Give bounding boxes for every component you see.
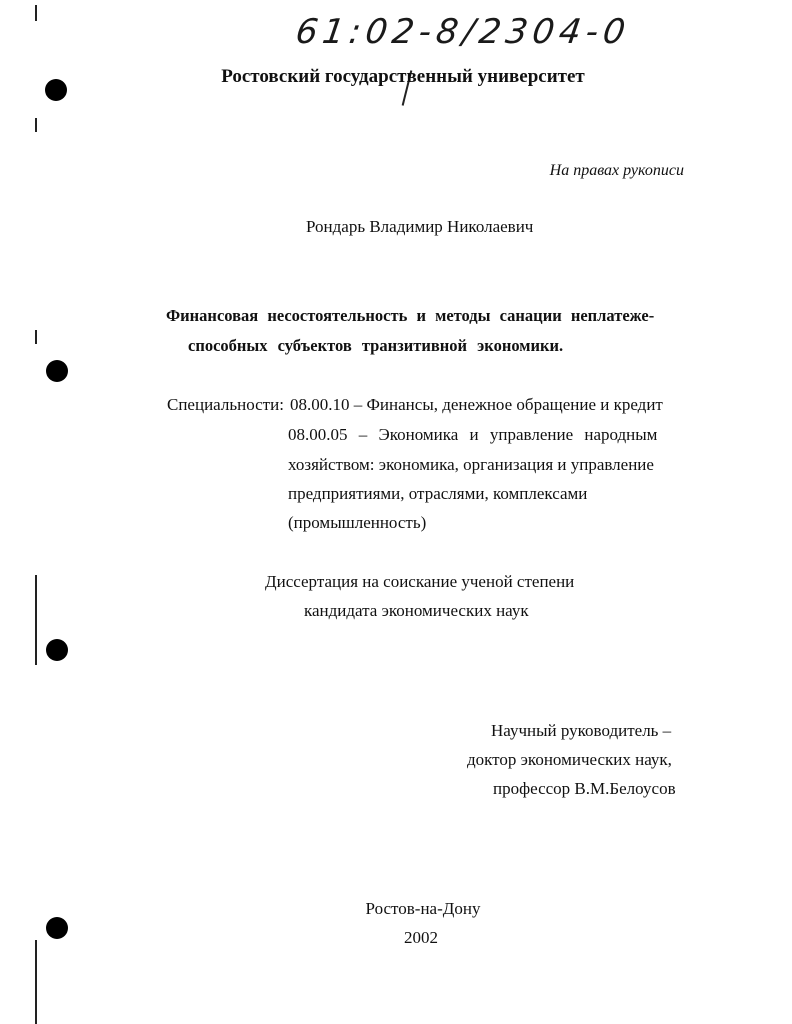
specialty-2-line-4: (промышленность) bbox=[288, 513, 427, 532]
supervisor-line-3: профессор В.М.Белоусов bbox=[493, 779, 676, 798]
scan-edge-line bbox=[35, 118, 37, 132]
degree-line-1: Диссертация на соискание ученой степени bbox=[265, 572, 575, 591]
specialty-1: 08.00.10 – Финансы, денежное обращение и кредит bbox=[290, 395, 663, 414]
city: Ростов-на-Дону bbox=[365, 899, 481, 918]
supervisor-line-1: Научный руководитель – bbox=[491, 721, 672, 740]
thesis-title-line-1: Финансовая несостоятельность и методы санации неплатеже- bbox=[166, 306, 655, 325]
scan-edge-line bbox=[35, 940, 37, 1024]
author-name: Рондарь Владимир Николаевич bbox=[306, 217, 534, 236]
scan-edge-line bbox=[35, 330, 37, 344]
punch-hole-3 bbox=[46, 639, 68, 661]
supervisor-line-2: доктор экономических наук, bbox=[467, 750, 672, 769]
specialty-2-line-3: предприятиями, отраслями, комплексами bbox=[288, 484, 588, 503]
year: 2002 bbox=[404, 928, 438, 947]
degree-line-2: кандидата экономических наук bbox=[304, 601, 529, 620]
punch-hole-2 bbox=[46, 360, 68, 382]
rights-note: На правах рукописи bbox=[549, 162, 684, 179]
scan-edge-line bbox=[35, 5, 37, 21]
specialty-2-line-1: 08.00.05 – Экономика и управление народным bbox=[288, 425, 658, 444]
thesis-title-line-2: способных субъектов транзитивной экономики. bbox=[188, 336, 564, 355]
university-name: Ростовский государственный университет bbox=[221, 66, 585, 87]
archive-code: 61:02-8/2304-0 bbox=[293, 12, 633, 52]
specialties-label: Специальности: bbox=[167, 395, 284, 414]
punch-hole-1 bbox=[45, 79, 67, 101]
punch-hole-4 bbox=[46, 917, 68, 939]
specialty-2-line-2: хозяйством: экономика, организация и управление bbox=[288, 455, 654, 474]
scan-edge-line bbox=[35, 575, 37, 665]
